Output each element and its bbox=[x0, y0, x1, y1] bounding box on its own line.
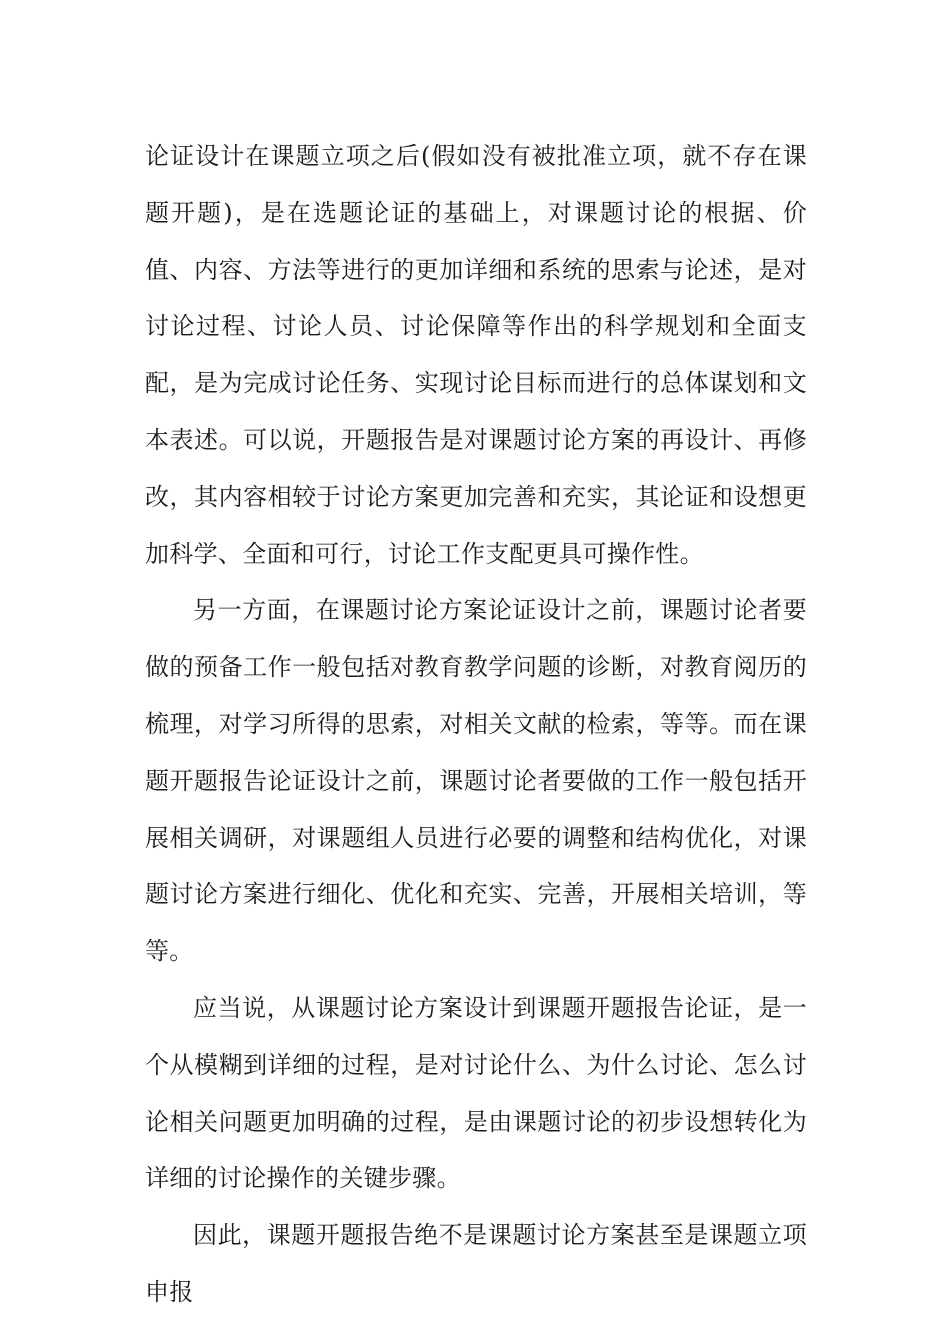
paragraph-4: 因此，课题开题报告绝不是课题讨论方案甚至是课题立项申报 bbox=[145, 1221, 807, 1306]
paragraph-2: 另一方面，在课题讨论方案论证设计之前，课题讨论者要做的预备工作一般包括对教育教学问题的诊断，对教育阅历的梳理，对学习所得的思索，对相关文献的检索，等等。而在课题开题报告论证设计之前，课题讨论者要做的工作一般包括开展相关调研，对课题组人员进行必要的调整和结构优化，对课题讨论方案进行细化、优化和充实、完善，开展相关培训，等等。 bbox=[145, 596, 807, 966]
paragraph-3: 应当说，从课题讨论方案设计到课题开题报告论证，是一个从模糊到详细的过程，是对讨论什么、为什么讨论、怎么讨论相关问题更加明确的过程，是由课题讨论的初步设想转化为详细的讨论操作的关键步骤。 bbox=[145, 993, 807, 1193]
paragraph-1: 论证设计在课题立项之后(假如没有被批准立项，就不存在课题开题)，是在选题论证的基础上，对课题讨论的根据、价值、内容、方法等进行的更加详细和系统的思索与论述，是对讨论过程、讨论人员、讨论保障等作出的科学规划和全面支配，是为完成讨论任务、实现讨论目标而进行的总体谋划和文本表述。可以说，开题报告是对课题讨论方案的再设计、再修改，其内容相较于讨论方案更加完善和充实，其论证和设想更加科学、全面和可行，讨论工作支配更具可操作性。 bbox=[145, 142, 807, 568]
document-body bbox=[145, 128, 807, 1321]
